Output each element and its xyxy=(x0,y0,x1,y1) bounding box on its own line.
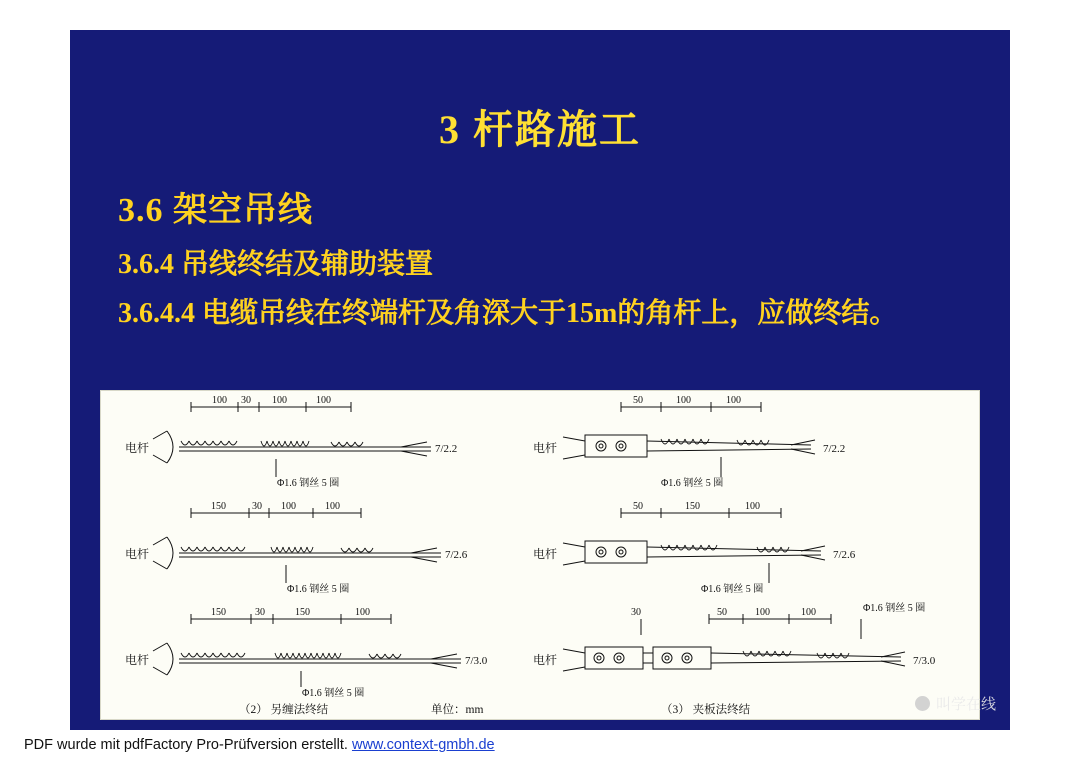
figure-diagram xyxy=(100,390,980,720)
svg-text:150: 150 xyxy=(211,607,226,618)
svg-text:7/2.2: 7/2.2 xyxy=(435,443,458,455)
svg-text:100: 100 xyxy=(325,501,340,512)
svg-text:150: 150 xyxy=(211,501,226,512)
svg-text:100: 100 xyxy=(272,395,287,406)
footer-text: PDF wurde mit pdfFactory Pro-Prüfversion erstellt. xyxy=(24,737,348,753)
svg-text:（3） 夹板法终结: （3） 夹板法终结 xyxy=(661,704,751,716)
watermark-label: 叫学在线 xyxy=(935,696,996,713)
watermark-logo-icon xyxy=(915,696,930,711)
footer-link[interactable]: www.context-gmbh.de xyxy=(351,737,495,753)
svg-text:150: 150 xyxy=(685,501,700,512)
svg-text:30: 30 xyxy=(252,501,262,512)
page-title: 3 杆路施工 xyxy=(439,107,641,152)
svg-text:100: 100 xyxy=(212,395,227,406)
svg-text:30: 30 xyxy=(241,395,251,406)
pdf-footer-note xyxy=(24,737,495,753)
svg-text:30: 30 xyxy=(255,607,265,618)
svg-text:100: 100 xyxy=(281,501,296,512)
svg-text:100: 100 xyxy=(801,607,816,618)
svg-text:Φ1.6 钢丝 5 圈: Φ1.6 钢丝 5 圈 xyxy=(661,478,724,489)
svg-text:电杆: 电杆 xyxy=(533,547,558,561)
svg-text:Φ1.6 钢丝 5 圈: Φ1.6 钢丝 5 圈 xyxy=(287,584,350,595)
svg-text:100: 100 xyxy=(745,501,760,512)
section-heading-3-6-4-4: 3.6.4.4 电缆吊线在终端杆及角深大于15m的角杆上，应做终结。 xyxy=(118,298,898,329)
svg-text:100: 100 xyxy=(726,395,741,406)
svg-text:电杆: 电杆 xyxy=(125,547,150,561)
svg-text:Φ1.6 钢丝 5 圈: Φ1.6 钢丝 5 圈 xyxy=(863,603,926,614)
svg-text:150: 150 xyxy=(295,607,310,618)
svg-text:（2） 另缠法终结: （2） 另缠法终结 xyxy=(239,704,329,716)
svg-text:电杆: 电杆 xyxy=(533,653,558,667)
svg-text:100: 100 xyxy=(755,607,770,618)
slide-canvas xyxy=(70,30,1010,730)
svg-text:50: 50 xyxy=(633,501,643,512)
svg-text:7/2.2: 7/2.2 xyxy=(823,443,846,455)
svg-text:7/2.6: 7/2.6 xyxy=(445,549,468,561)
svg-text:50: 50 xyxy=(717,607,727,618)
svg-text:电杆: 电杆 xyxy=(533,441,558,455)
svg-text:Φ1.6 钢丝 5 圈: Φ1.6 钢丝 5 圈 xyxy=(701,584,764,595)
svg-text:7/2.6: 7/2.6 xyxy=(833,549,856,561)
svg-text:7/3.0: 7/3.0 xyxy=(913,655,936,667)
svg-text:100: 100 xyxy=(355,607,370,618)
section-heading-3-6: 3.6 架空吊线 xyxy=(118,192,313,229)
svg-text:电杆: 电杆 xyxy=(125,653,150,667)
svg-text:30: 30 xyxy=(631,607,641,618)
svg-text:50: 50 xyxy=(633,395,643,406)
svg-text:单位：mm: 单位：mm xyxy=(431,704,484,716)
svg-text:Φ1.6 钢丝 5 圈: Φ1.6 钢丝 5 圈 xyxy=(302,688,365,699)
svg-text:100: 100 xyxy=(316,395,331,406)
svg-text:电杆: 电杆 xyxy=(125,441,150,455)
svg-text:Φ1.6 钢丝 5 圈: Φ1.6 钢丝 5 圈 xyxy=(277,478,340,489)
watermark xyxy=(915,693,996,714)
svg-text:100: 100 xyxy=(676,395,691,406)
section-heading-3-6-4: 3.6.4 吊线终结及辅助装置 xyxy=(118,249,434,280)
svg-text:7/3.0: 7/3.0 xyxy=(465,655,488,667)
